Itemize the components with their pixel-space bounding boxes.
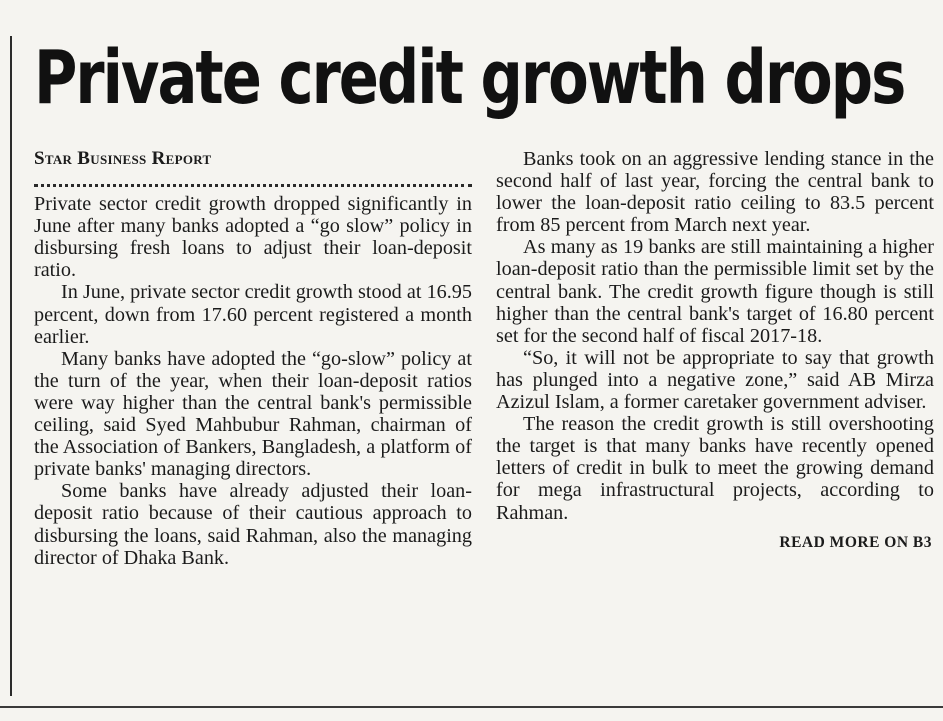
read-more-jump: READ MORE ON B3 [779,533,932,551]
paragraph-8: The reason the credit growth is still overshooting the target is that many banks have recently opened letters of credit in bulk to meet the growing demand for mega infrastructural projects, according to Rahman. [496,413,934,524]
paragraph-2: In June, private sector credit growth stood at 16.95 percent, down from 17.60 percent registered a month earlier. [34,281,472,348]
left-column-rule [10,36,12,696]
paragraph-4: Some banks have already adjusted their loan-deposit ratio because of their cautious approach to disbursing the loans, said Rahman, also the managing director of Dhaka Bank. [34,480,472,569]
bottom-rule [0,706,943,708]
paragraph-5: Banks took on an aggressive lending stance in the second half of last year, forcing the central bank to lower the loan-deposit ratio ceiling to 83.5 percent from 85 percent from March next year. [496,148,934,237]
left-column [34,148,472,569]
right-column [496,148,934,554]
paragraph-3: Many banks have adopted the “go-slow” policy at the turn of the year, when their loan-deposit ratios were way higher than the central bank's permissible ceiling, said Syed Mahbubur Rahman, chairman of the Association of Bankers, Bangladesh, a platform of private banks' managing directors. [34,347,472,481]
paragraph-7: “So, it will not be appropriate to say that growth has plunged into a negative zone,” said AB Mirza Azizul Islam, a former caretaker government adviser. [496,346,934,414]
paragraph-1: Private sector credit growth dropped significantly in June after many banks adopted a “go slow” policy in disbursing fresh loans to adjust their loan-deposit ratio. [34,193,472,282]
paragraph-6: As many as 19 banks are still maintaining a higher loan-deposit ratio than the permissible limit set by the central bank. The credit growth figure though is still higher than the central bank's target of 16.80 percent set for the second half of fiscal 2017-18. [496,236,934,347]
dotted-separator [34,184,472,187]
byline: Star Business Report [34,148,212,169]
headline: Private credit growth drops [34,35,905,121]
